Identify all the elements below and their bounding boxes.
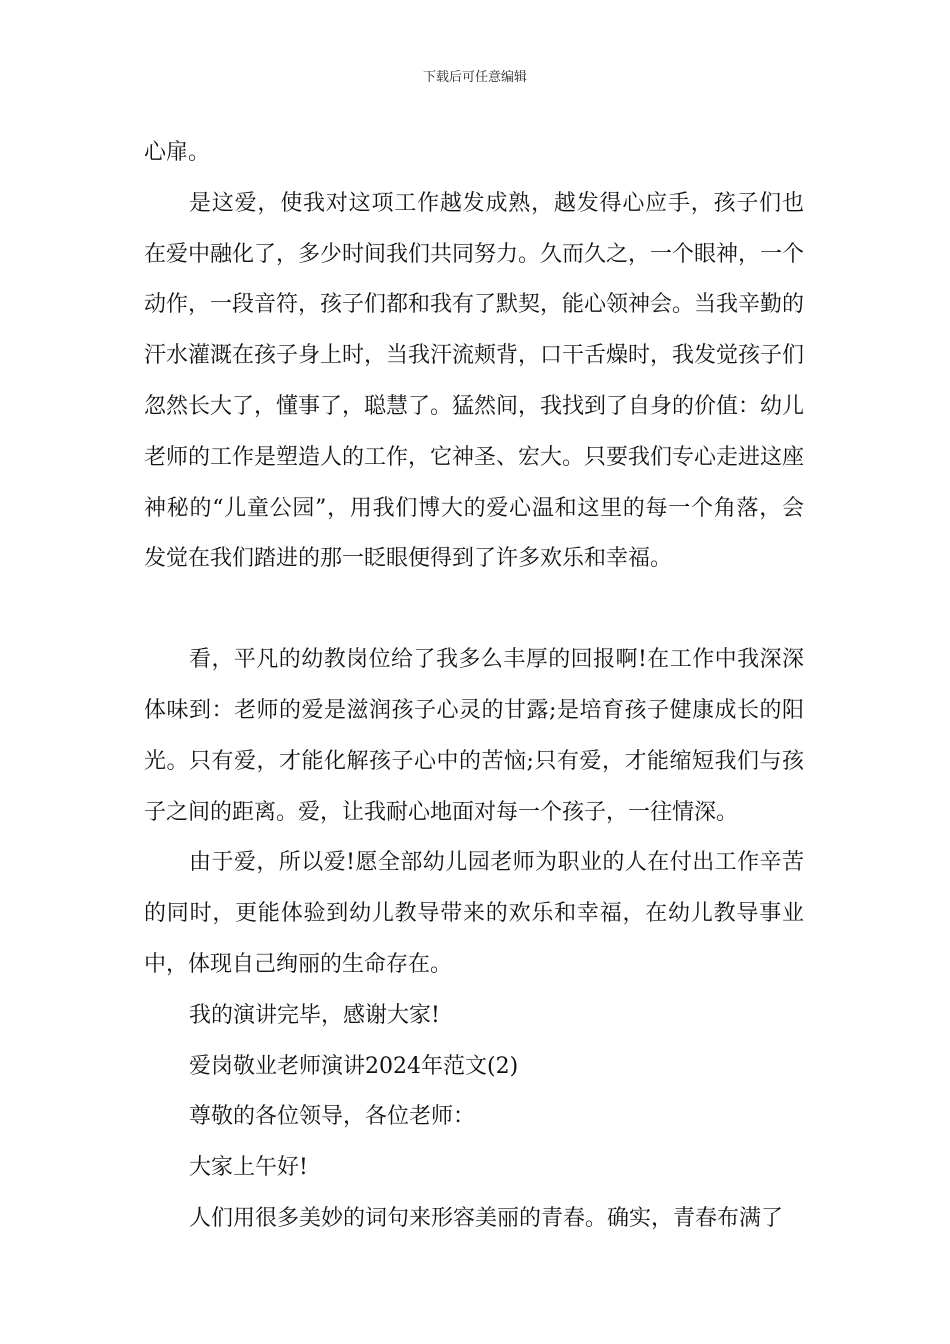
document-body [144, 128, 804, 1245]
paragraph-spacer [144, 585, 804, 635]
page-header-note: 下载后可任意编辑 [422, 70, 527, 85]
salutation: 尊敬的各位领导，各位老师： [189, 1104, 476, 1130]
paragraph-because-love: 由于爱，所以爱!愿全部幼儿园老师为职业的人在付出工作辛苦的同时，更能体验到幼儿教导带来的欢乐和幸福，在幼儿教导事业中，体现自己绚丽的生命存在。 [144, 850, 804, 977]
paragraph-rewards: 看，平凡的幼教岗位给了我多么丰厚的回报啊!在工作中我深深体味到：老师的爱是滋润孩子心灵的甘露;是培育孩子健康成长的阳光。只有爱，才能化解孩子心中的苦恼;只有爱，才能缩短我们与孩子之间的距离。爱，让我耐心地面对每一个孩子，一往情深。 [144, 647, 804, 825]
section-title: 爱岗敬业老师演讲2024年范文(2) [189, 1053, 519, 1079]
paragraph-love-work: 是这爱，使我对这项工作越发成熟，越发得心应手，孩子们也在爱中融化了，多少时间我们共同努力。久而久之，一个眼神，一个动作，一段音符，孩子们都和我有了默契，能心领神会。当我辛勤的汗水灌溉在孩子身上时，当我汗流颊背，口干舌燥时，我发觉孩子们忽然长大了，懂事了，聪慧了。猛然间，我找到了自身的价值：幼儿老师的工作是塑造人的工作，它神圣、宏大。只要我们专心走进这座神秘的“儿童公园”，用我们博大的爱心温和这里的每一个角落，会发觉在我们踏进的那一眨眼便得到了许多欢乐和幸福。 [144, 190, 805, 572]
paragraph-continuation: 心扉。 [144, 140, 211, 165]
greeting: 大家上午好! [189, 1155, 308, 1181]
paragraph-closing: 我的演讲完毕，感谢大家! [189, 1002, 440, 1028]
paragraph-youth: 人们用很多美妙的词句来形容美丽的青春。确实，青春布满了 [189, 1205, 784, 1231]
